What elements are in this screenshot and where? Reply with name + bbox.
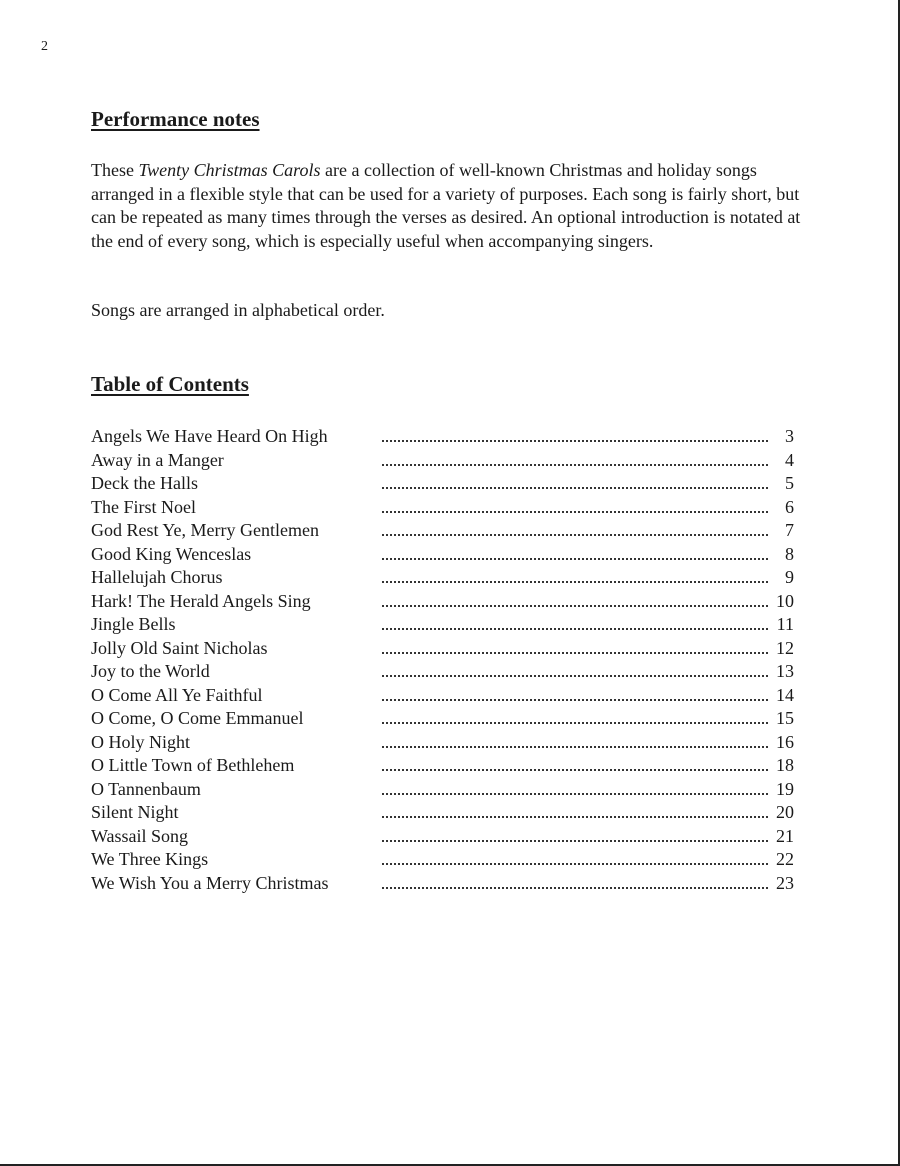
toc-entry-title: Hallelujah Chorus [91,567,223,587]
toc-heading: Table of Contents [91,372,249,396]
toc-entry [91,543,794,567]
toc-entry [91,613,794,637]
toc-entry-title: Angels We Have Heard On High [91,426,328,446]
toc-entry-page: 9 [785,567,794,587]
notes-work-title: Twenty Christmas Carols [138,160,321,180]
toc-entry-page: 19 [776,778,794,799]
toc-dot-leader [382,793,768,795]
toc-entry-page: 23 [776,872,794,893]
toc-entry [91,825,794,849]
toc-entry [91,778,794,802]
toc-dot-leader [382,581,768,583]
toc-entry-title: O Holy Night [91,731,190,752]
toc-entry-page: 18 [776,755,794,775]
toc-dot-leader [382,440,768,442]
toc-entry-page: 13 [776,661,794,681]
toc-dot-leader [382,840,768,842]
toc-entry [91,872,794,896]
page-number: 2 [41,39,48,54]
toc-entry-title: The First Noel [91,496,196,517]
toc-entry-title: We Three Kings [91,849,209,869]
toc-dot-leader [382,722,768,724]
toc-dot-leader [382,816,768,818]
toc-entry-page: 21 [776,825,794,846]
toc-entry-title: We Wish You a Merry Christmas [91,872,329,893]
toc-dot-leader [382,628,768,630]
performance-notes-paragraph [91,159,821,253]
toc-entry-title: O Tannenbaum [91,778,201,799]
toc-entry [91,754,794,778]
toc-entry-title: O Come, O Come Emmanuel [91,708,304,728]
toc-entry-title: Deck the Halls [91,473,198,493]
toc-entry-page: 6 [785,496,794,517]
toc-entry-title: Joy to the World [91,661,210,681]
toc-entry-page: 20 [776,802,794,822]
toc-entry [91,590,794,614]
toc-dot-leader [382,511,768,513]
toc-entry-page: 12 [776,637,794,658]
toc-entry [91,566,794,590]
notes-intro-text: These [91,160,139,180]
toc-entry-page: 16 [776,731,794,752]
toc-entry [91,425,794,449]
toc-entry [91,472,794,496]
toc-entry-page: 14 [776,684,794,705]
toc-entry [91,637,794,661]
toc-dot-leader [382,464,768,466]
toc-entry-page: 10 [776,590,794,611]
performance-notes-heading: Performance notes [91,107,260,131]
toc-dot-leader [382,863,768,865]
toc-entry-page: 4 [785,449,794,470]
toc-entry-title: O Come All Ye Faithful [91,684,263,705]
toc-entry-title: O Little Town of Bethlehem [91,755,295,775]
toc-entry-page: 7 [785,520,794,540]
toc-entry-title: Hark! The Herald Angels Sing [91,590,311,611]
toc-dot-leader [382,887,768,889]
toc-dot-leader [382,605,768,607]
toc-entry [91,660,794,684]
toc-entry-title: Jingle Bells [91,614,176,634]
toc-dot-leader [382,558,768,560]
toc-entry [91,731,794,755]
toc-entry-title: Wassail Song [91,825,189,846]
toc-entry [91,519,794,543]
notes-body-text: are a collection of well-known Christmas and holiday songs arranged in a flexible style that can be used for a variety of purposes. Each song is fairly short, but can be repeated as many times through the verses as desired. An optional introduction is notated at the end of every song, which is especially useful when accompanying singers. [91,160,801,251]
toc-dot-leader [382,769,768,771]
toc-list [91,425,794,895]
toc-entry-page: 8 [785,543,794,564]
toc-entry [91,684,794,708]
toc-entry-title: Away in a Manger [91,449,224,470]
toc-entry [91,496,794,520]
toc-entry [91,707,794,731]
toc-entry-page: 15 [776,708,794,728]
toc-entry-page: 3 [785,426,794,446]
toc-dot-leader [382,487,768,489]
toc-dot-leader [382,746,768,748]
toc-entry-page: 22 [776,849,794,869]
toc-dot-leader [382,534,768,536]
toc-dot-leader [382,675,768,677]
toc-dot-leader [382,652,768,654]
toc-dot-leader [382,699,768,701]
toc-entry-title: God Rest Ye, Merry Gentlemen [91,520,319,540]
toc-entry-title: Silent Night [91,802,179,822]
toc-entry-page: 5 [785,473,794,493]
toc-entry-title: Jolly Old Saint Nicholas [91,637,268,658]
toc-entry-title: Good King Wenceslas [91,543,252,564]
toc-entry [91,449,794,473]
toc-entry [91,848,794,872]
toc-entry-page: 11 [776,614,794,634]
order-note: Songs are arranged in alphabetical order. [91,300,385,320]
toc-entry [91,801,794,825]
